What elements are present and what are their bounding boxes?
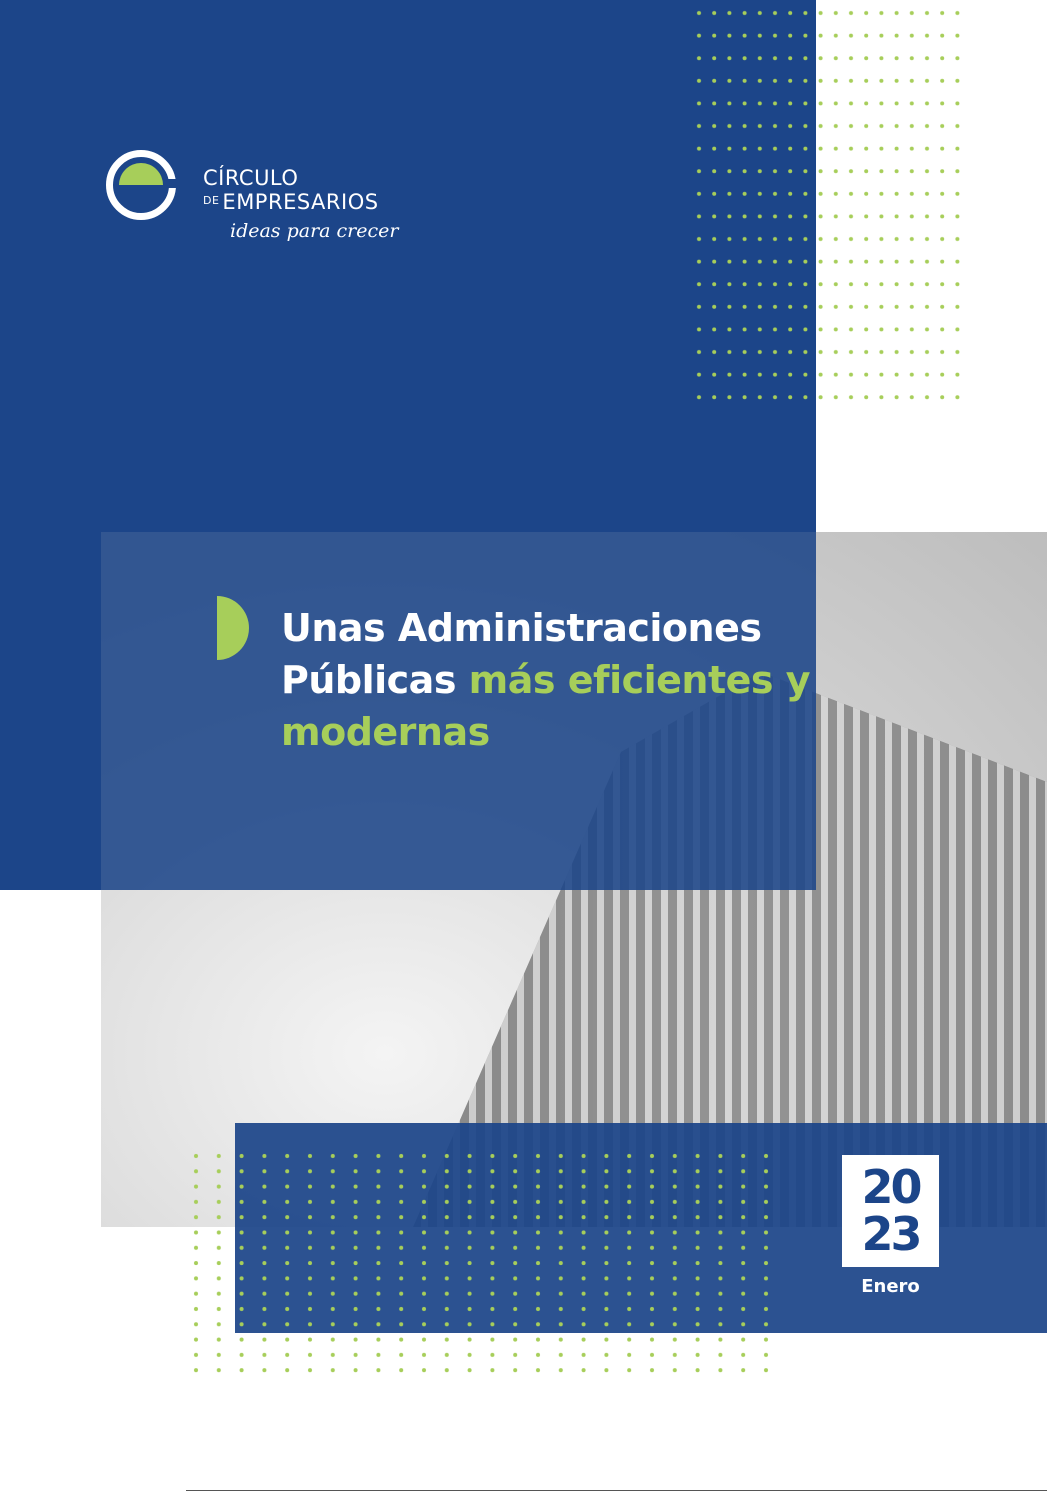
- circle-logo-icon: [104, 148, 178, 222]
- brand-name-line2: [203, 190, 379, 214]
- publication-month: Enero: [861, 1276, 920, 1297]
- dot-pattern-bottom: [188, 1150, 788, 1380]
- title-main: Unas Administraciones Públicas: [281, 606, 762, 702]
- year-badge: [842, 1155, 939, 1267]
- brand-name-empresarios: EMPRESARIOS: [222, 190, 379, 214]
- bottom-rule: [186, 1490, 1047, 1491]
- dot-pattern-top: [690, 0, 980, 420]
- year-top: 20: [861, 1160, 920, 1214]
- brand-name-line1: CÍRCULO: [203, 166, 299, 190]
- brand-name-de: DE: [203, 194, 220, 207]
- half-circle-icon: [217, 596, 251, 660]
- document-title: [281, 602, 811, 758]
- year-bottom: 23: [861, 1207, 920, 1261]
- brand-tagline: ideas para crecer: [230, 220, 399, 242]
- title-highlight: más eficientes y modernas: [281, 658, 811, 754]
